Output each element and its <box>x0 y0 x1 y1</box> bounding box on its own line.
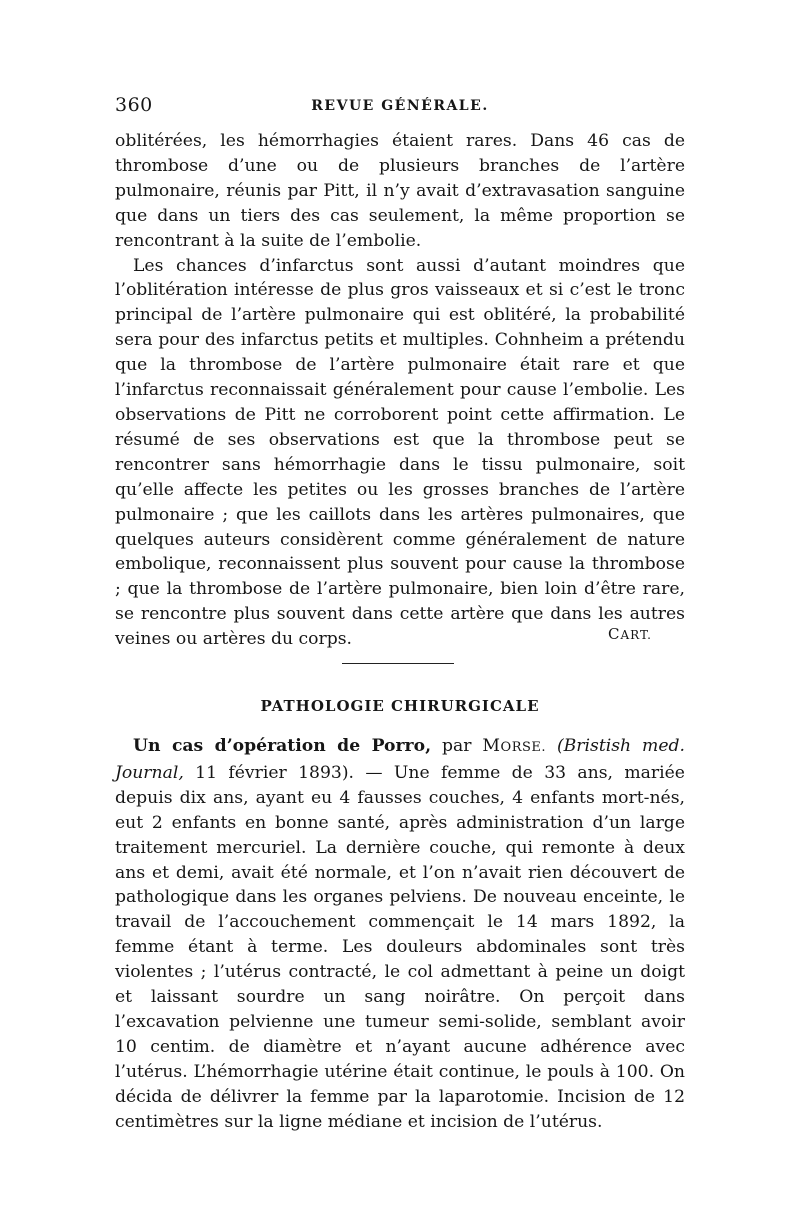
paragraph-continued: oblitérées, les hémorrhagies étaient rares. Dans 46 cas de thrombose d’une ou de plusieurs branches de l’artère pulmonaire, réunis par Pitt, il n’y avait d’extravasation sanguine que dans un tiers des cas seulement, la même proportion se rencontrant à la suite de l’embolie. <box>115 131 685 251</box>
section-divider <box>342 663 454 664</box>
paragraph-porro <box>115 734 685 1135</box>
case-title: Un cas d’opération de Porro, <box>133 736 432 756</box>
citation-date: 11 février 1893). <box>195 762 355 783</box>
section-heading: PATHOLOGIE CHIRURGICALE <box>260 697 540 715</box>
author-name <box>482 736 546 756</box>
article-section-continued <box>115 129 685 652</box>
page-number: 360 <box>115 94 153 116</box>
author-rest: ORSE. <box>500 740 547 755</box>
page-header <box>115 94 685 120</box>
by-word: par <box>442 736 472 756</box>
running-title: REVUE GÉNÉRALE. <box>311 98 489 114</box>
signature-rest: ART. <box>620 628 652 642</box>
author-signature <box>115 625 652 643</box>
article-porro <box>115 734 685 1135</box>
journal-citation: (Bristish med. Journal, <box>115 736 685 783</box>
em-dash: — <box>365 762 383 783</box>
signature-initial: C <box>607 625 621 643</box>
case-body: Une femme de 33 ans, mariée depuis dix ans, ayant eu 4 fausses couches, 4 enfants mort-nés, eut 2 enfants en bonne santé, après administration d’un large traitement mercuriel. La dernière couche, qui remonte à deux ans et demi, avait été normale, et l’on n’avait rien découvert de pathologique dans les organes pelviens. De nouveau enceinte, le travail de l’accouchement commençait le 14 mars 1892, la femme étant à terme. Les douleurs abdominales sont très violentes ; l’utérus contracté, le col admettant à peine un doigt et laissant sourdre un sang noirâtre. On perçoit dans l’excavation pelvienne une tumeur semi-solide, semblant avoir 10 centim. de diamètre et n’ayant aucune adhérence avec l’utérus. L’hémorrhagie utérine était continue, le pouls à 100. On décida de délivrer la femme par la laparotomie. Incision de 12 centimètres sur la ligne médiane et incision de l’utérus. <box>115 762 685 1132</box>
author-initial: M <box>482 736 501 756</box>
paragraph-infarctus: Les chances d’infarctus sont aussi d’autant moindres que l’oblitération intéresse de plus gros vaisseaux et si c’est le tronc principal de l’artère pulmonaire qui est oblitéré, la probabilité sera pour des infarctus petits et multiples. Cohnheim a prétendu que la thrombose de l’artère pulmonaire était rare et que l’infarctus reconnaissait généralement pour cause l’embolie. Les observations de Pitt ne corroborent point cette affirmation. Le résumé de ses observations est que la thrombose peut se rencontrer sans hémorrhagie dans le tissu pulmonaire, soit qu’elle affecte les petites ou les grosses branches de l’artère pulmonaire ; que les caillots dans les artères pulmonaires, que quelques auteurs considèrent comme généralement de nature embolique, reconnaissent plus souvent pour cause la thrombose ; que la thrombose de l’artère pulmonaire, bien loin d’être rare, se rencontre plus souvent dans cette artère que dans les autres veines ou artères du corps. <box>115 255 685 650</box>
